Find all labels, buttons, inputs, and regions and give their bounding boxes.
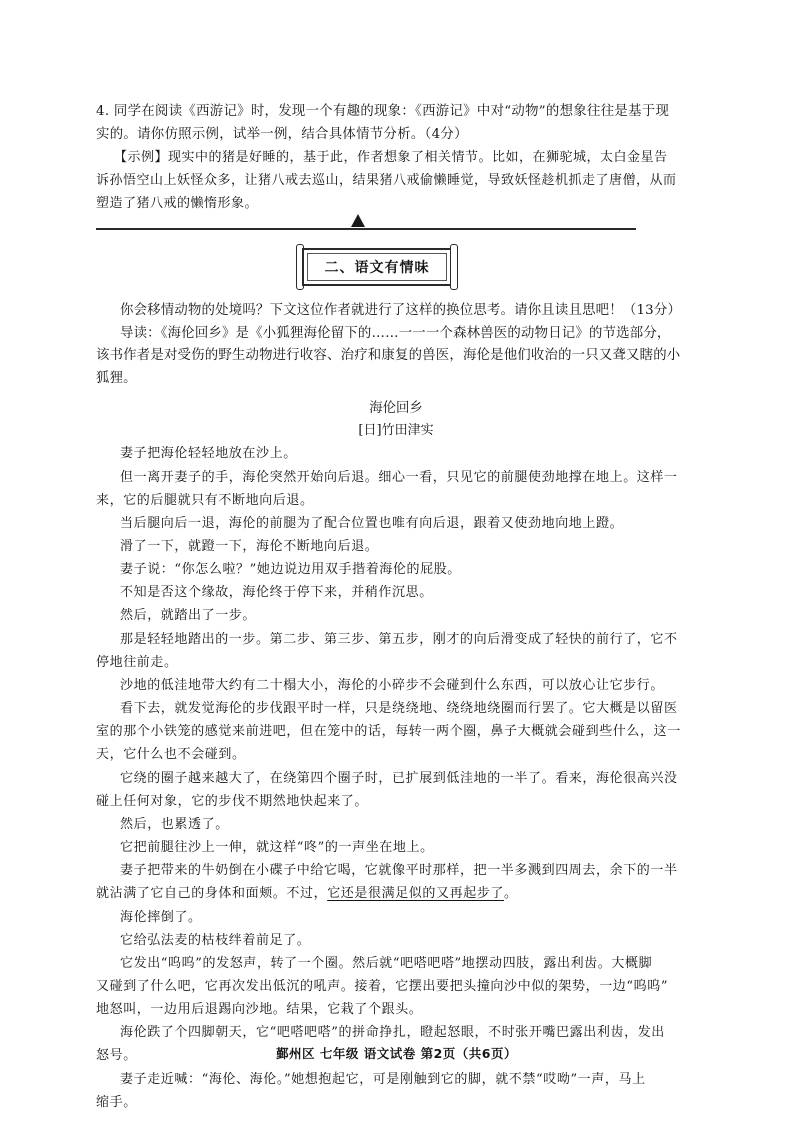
question-4 bbox=[96, 100, 696, 215]
example-line: 诉孙悟空山上妖怪众多，让猪八戒去巡山，结果猪八戒偷懒睡觉，导致妖怪趁机抓走了唐僧，从而 bbox=[96, 173, 677, 188]
paragraph-line: 它给弘法麦的枯枝绊着前足了。 bbox=[120, 932, 311, 948]
paragraph-text: 。 bbox=[504, 886, 518, 902]
paragraph-line: 妻子把带来的牛奶倒在小碟子中给它喝，它就像平时那样，把一半多溅到四周去，余下的一半 bbox=[120, 863, 678, 879]
question-4-line: 4. 同学在阅读《西游记》时，发现一个有趣的现象：《西游记》中对“动物”的想象往往是基于现 bbox=[96, 104, 670, 119]
paragraph-line: 碰上任何对象，它的步伐不期然地快起来了。 bbox=[96, 793, 369, 809]
paragraph-line: 不知是否这个缘故，海伦终于停下来，并稍作沉思。 bbox=[120, 585, 433, 601]
guide-line: 该书作者是对受伤的野生动物进行收容、治疗和康复的兽医，海伦是他们收治的一只又聋又瞎的小 bbox=[96, 348, 681, 364]
paragraph-line: 那是轻轻地踏出的一步。第二步、第三步、第五步，刚才的向后滑变成了轻快的前行了，它不 bbox=[120, 631, 678, 647]
section-title: 二、语文有情味 bbox=[324, 260, 430, 276]
guide-line: 导读：《海伦回乡》是《小狐狸海伦留下的……一一一个森林兽医的动物日记》的节选部分， bbox=[120, 325, 671, 341]
section-divider bbox=[96, 228, 636, 230]
paragraph-line: 妻子走近喊：“海伦、海伦。”她想抱起它，可是刚触到它的脚，就不禁“哎呦”一声，马上 bbox=[120, 1071, 646, 1087]
paragraph-line: 又碰到了什么吧，它再次发出低沉的吼声。接着，它摆出要把头撞向沙中似的架势，一边“呜呜” bbox=[96, 978, 669, 994]
paragraph-line: 当后腿向后一退，海伦的前腿为了配合位置也唯有向后退，跟着又使劲地向地上蹬。 bbox=[120, 515, 624, 531]
paragraph-line: 它发出“呜呜”的发怒声，转了一个圈。然后就“吧嗒吧嗒”地摆动四肢，露出利齿。大概脚 bbox=[120, 955, 653, 971]
paragraph-line: 它绕的圈子越来越大了，在绕第四个圈子时，已扩展到低洼地的一半了。看来，海伦很高兴没 bbox=[120, 770, 678, 786]
paragraph-line: 停地往前走。 bbox=[96, 654, 178, 670]
paragraph-line: 室的那个小铁笼的感觉来前进吧，但在笼中的话，每转一两个圈，鼻子大概就会碰到些什么，这一 bbox=[96, 724, 681, 740]
paragraph-line: 怒号。 bbox=[96, 1048, 137, 1064]
paragraph-line: 它把前腿往沙上一伸，就这样“咚”的一声坐在地上。 bbox=[120, 840, 434, 856]
paragraph-line: 妻子说：“你怎么啦？”她边说边用双手揩着海伦的屁股。 bbox=[120, 562, 461, 578]
paragraph-line: 看下去，就发觉海伦的步伐跟平时一样，只是绕绕地、绕绕地绕圈而行罢了。它大概是以留医 bbox=[120, 701, 678, 717]
section-title-banner bbox=[302, 248, 452, 286]
page-footer: 鄞州区 七年级 语文试卷 第2页（共6页） bbox=[276, 1046, 517, 1061]
paragraph-text: 就沾满了它自己的身体和面颊。不过， bbox=[96, 886, 328, 902]
paragraph-line: 海伦跌了个四脚朝天，它“吧嗒吧嗒”的拼命挣扎，瞪起怒眼，不时张开嘴巴露出利齿，发出 bbox=[120, 1025, 665, 1041]
underlined-sentence: 它还是很满足似的又再起步了 bbox=[327, 886, 505, 902]
paragraph-line: 来，它的后腿就只有不断地向后退。 bbox=[96, 492, 314, 508]
paragraph-line: 但一离开妻子的手，海伦突然开始向后退。细心一看，只见它的前腿使劲地撑在地上。这样一 bbox=[120, 469, 678, 485]
article-body-part2 bbox=[96, 906, 696, 1114]
article-author: [日]竹田津实 bbox=[358, 423, 434, 439]
scroll-end-right-icon bbox=[450, 244, 458, 290]
paragraph-line: 沙地的低洼地带大约有二十榻大小，海伦的小碎步不会碰到什么东西，可以放心让它步行。 bbox=[120, 677, 665, 693]
example-line: 塑造了猪八戒的懒惰形象。 bbox=[96, 196, 259, 211]
paragraph-line: 地怒叫，一边用后退踢向沙地。结果，它栽了个跟头。 bbox=[96, 1002, 423, 1018]
guide-line: 狐狸。 bbox=[96, 370, 137, 386]
example-line: 【示例】现实中的猪是好睡的，基于此，作者想象了相关情节。比如，在狮驼城，太白金星告 bbox=[114, 150, 668, 165]
paragraph-line: 缩手。 bbox=[96, 1094, 137, 1110]
paragraph-line: 天，它什么也不会碰到。 bbox=[96, 747, 246, 763]
paragraph-line bbox=[96, 882, 696, 905]
triangle-marker-icon bbox=[351, 214, 365, 227]
paragraph-line: 妻子把海伦轻轻地放在沙上。 bbox=[120, 446, 297, 462]
paragraph-line: 然后，就踏出了一步。 bbox=[120, 608, 257, 624]
article-title: 海伦回乡 bbox=[369, 401, 423, 417]
question-4-line: 实的。请你仿照示例，试举一例，结合具体情节分析。（4分） bbox=[96, 127, 468, 142]
paragraph-line: 海伦摔倒了。 bbox=[120, 909, 202, 925]
intro-line: 你会移情动物的处境吗？下文这位作者就进行了这样的换位思考。请你且读且思吧！（13分） bbox=[120, 303, 682, 318]
paragraph-line: 然后，也累透了。 bbox=[120, 816, 229, 832]
reading-section bbox=[96, 300, 696, 1114]
article-body-part1 bbox=[96, 442, 696, 859]
paragraph-line: 滑了一下，就蹬一下，海伦不断地向后退。 bbox=[120, 539, 379, 554]
